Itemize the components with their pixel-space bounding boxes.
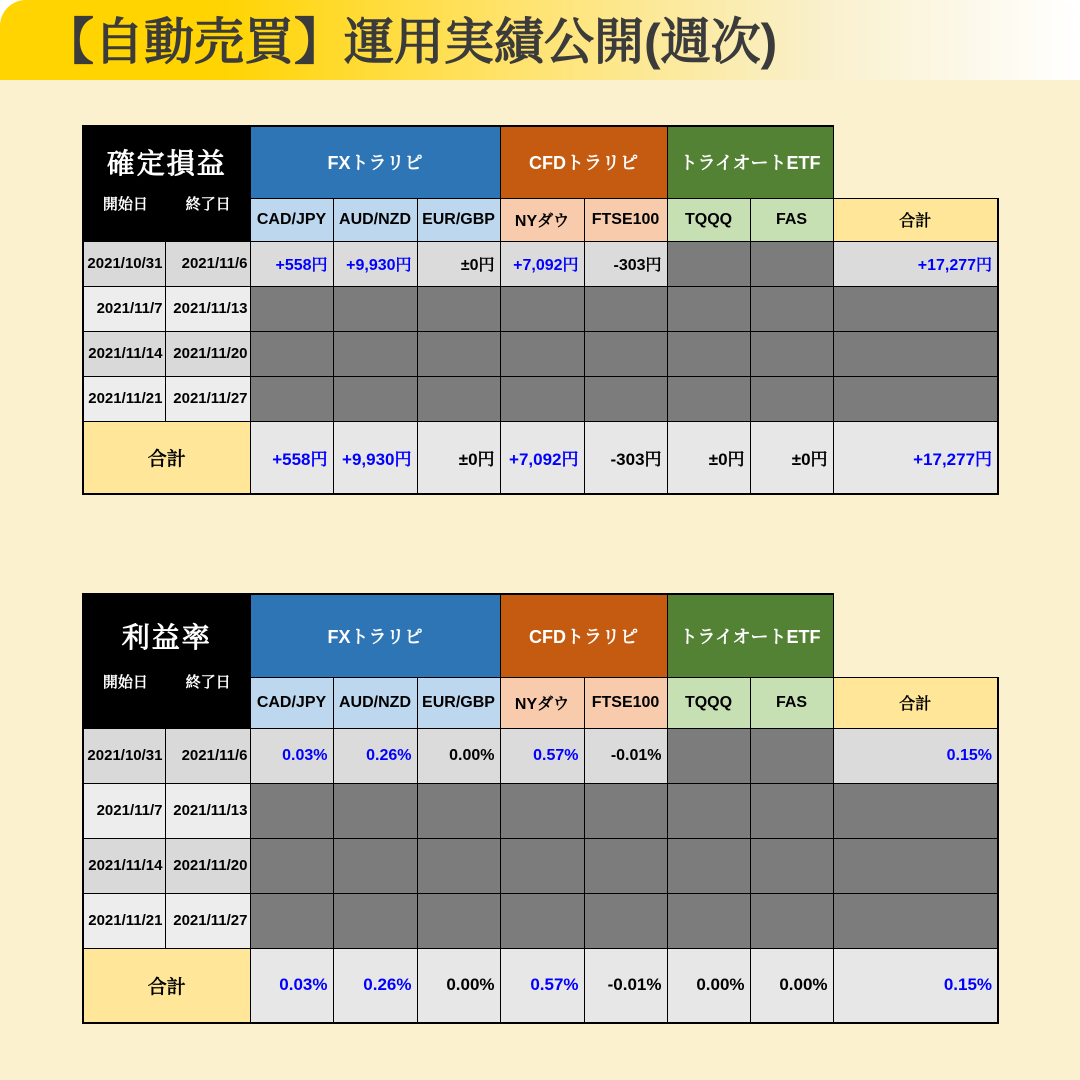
group-header-cfd: CFDトラリピ [500,594,667,677]
rate-corner-header [83,594,250,728]
column-header-ftse: FTSE100 [584,198,667,241]
sum-value-cell: 0.57% [500,948,584,1023]
empty-cell [833,838,998,893]
sum-value-cell: +9,930円 [333,421,417,494]
empty-cell [750,728,833,783]
empty-cell [500,838,584,893]
column-header-audnzd: AUD/NZD [333,198,417,241]
empty-cell [250,286,333,331]
date-column-labels [84,182,250,225]
column-header-audnzd: AUD/NZD [333,677,417,728]
empty-cell [667,331,750,376]
empty-cell [750,893,833,948]
empty-cell [500,286,584,331]
sum-value-cell: 0.03% [250,948,333,1023]
sum-value-cell: 0.00% [667,948,750,1023]
date-cell: 2021/11/27 [165,893,250,948]
date-cell: 2021/11/6 [165,241,250,286]
column-header-ftse: FTSE100 [584,677,667,728]
start-date-column-header: 開始日 [102,196,148,214]
date-cell: 2021/11/14 [83,838,165,893]
column-header-eurgbp: EUR/GBP [417,677,500,728]
empty-cell [500,783,584,838]
end-date-column-header: 終了日 [185,196,231,214]
empty-cell [417,376,500,421]
sum-value-cell: 0.00% [417,948,500,1023]
sum-value-cell: 0.26% [333,948,417,1023]
empty-cell [333,893,417,948]
value-cell: +558円 [250,241,333,286]
empty-cell [833,783,998,838]
date-cell: 2021/11/14 [83,331,165,376]
empty-cell [417,331,500,376]
empty-cell [833,376,998,421]
date-cell: 2021/10/31 [83,241,165,286]
empty-cell [584,331,667,376]
empty-cell [333,783,417,838]
sum-value-cell: +558円 [250,421,333,494]
empty-cell [584,376,667,421]
value-cell: -303円 [584,241,667,286]
group-header-cfd: CFDトラリピ [500,126,667,198]
date-cell: 2021/11/13 [165,286,250,331]
group-header-etf: トライオートETF [667,126,833,198]
column-header-tqqq: TQQQ [667,677,750,728]
group-header-fx: FXトラリピ [250,126,500,198]
empty-cell [750,838,833,893]
empty-cell [750,783,833,838]
value-cell: -0.01% [584,728,667,783]
column-header-fas: FAS [750,198,833,241]
sum-value-cell: ±0円 [417,421,500,494]
sum-value-cell: 0.00% [750,948,833,1023]
value-cell: +9,930円 [333,241,417,286]
column-header-eurgbp: EUR/GBP [417,198,500,241]
group-header-spacer [833,126,998,198]
profit-corner-header [83,126,250,241]
date-column-labels [84,656,250,707]
empty-cell [750,241,833,286]
empty-cell [500,331,584,376]
column-header-cadjpy: CAD/JPY [250,198,333,241]
empty-cell [584,838,667,893]
empty-cell [250,331,333,376]
sum-value-cell: ±0円 [750,421,833,494]
empty-cell [250,376,333,421]
value-cell: 0.03% [250,728,333,783]
empty-cell [667,893,750,948]
date-cell: 2021/11/20 [165,838,250,893]
empty-cell [667,286,750,331]
empty-cell [584,783,667,838]
date-cell: 2021/11/7 [83,286,165,331]
column-header-total: 合計 [833,198,998,241]
empty-cell [250,783,333,838]
sum-total-cell: 0.15% [833,948,998,1023]
empty-cell [250,893,333,948]
rate-table-caption: 利益率 [121,621,212,653]
column-header-tqqq: TQQQ [667,198,750,241]
empty-cell [417,893,500,948]
empty-cell [333,376,417,421]
empty-cell [333,838,417,893]
value-cell: +7,092円 [500,241,584,286]
empty-cell [417,286,500,331]
page-title: 【自動売買】運用実績公開(週次) [44,14,778,70]
empty-cell [584,893,667,948]
date-cell: 2021/11/20 [165,331,250,376]
start-date-column-header: 開始日 [102,673,148,691]
empty-cell [417,783,500,838]
sum-value-cell: -303円 [584,421,667,494]
empty-cell [750,376,833,421]
empty-cell [667,241,750,286]
empty-cell [333,331,417,376]
total-value-cell: +17,277円 [833,241,998,286]
empty-cell [250,838,333,893]
date-cell: 2021/11/13 [165,783,250,838]
column-header-nydow: NYダウ [500,198,584,241]
sum-row-label: 合計 [83,948,250,1023]
empty-cell [833,331,998,376]
column-header-total: 合計 [833,677,998,728]
value-cell: ±0円 [417,241,500,286]
empty-cell [833,286,998,331]
date-cell: 2021/11/6 [165,728,250,783]
empty-cell [500,893,584,948]
value-cell: 0.57% [500,728,584,783]
empty-cell [333,286,417,331]
column-header-fas: FAS [750,677,833,728]
empty-cell [417,838,500,893]
profit-table [82,125,999,495]
value-cell: 0.26% [333,728,417,783]
total-value-cell: 0.15% [833,728,998,783]
group-header-fx: FXトラリピ [250,594,500,677]
empty-cell [584,286,667,331]
sum-value-cell: ±0円 [667,421,750,494]
empty-cell [750,286,833,331]
group-header-etf: トライオートETF [667,594,833,677]
sum-value-cell: +7,092円 [500,421,584,494]
sum-value-cell: -0.01% [584,948,667,1023]
title-banner [0,0,1080,80]
group-header-spacer [833,594,998,677]
empty-cell [667,728,750,783]
end-date-column-header: 終了日 [185,673,231,691]
empty-cell [500,376,584,421]
rate-table [82,593,999,1024]
column-header-nydow: NYダウ [500,677,584,728]
date-cell: 2021/11/21 [83,376,165,421]
empty-cell [667,783,750,838]
value-cell: 0.00% [417,728,500,783]
profit-table-caption: 確定損益 [106,148,227,180]
date-cell: 2021/11/7 [83,783,165,838]
sum-row-label: 合計 [83,421,250,494]
empty-cell [667,838,750,893]
empty-cell [833,893,998,948]
column-header-cadjpy: CAD/JPY [250,677,333,728]
date-cell: 2021/11/21 [83,893,165,948]
date-cell: 2021/10/31 [83,728,165,783]
empty-cell [750,331,833,376]
date-cell: 2021/11/27 [165,376,250,421]
empty-cell [667,376,750,421]
sum-total-cell: +17,277円 [833,421,998,494]
